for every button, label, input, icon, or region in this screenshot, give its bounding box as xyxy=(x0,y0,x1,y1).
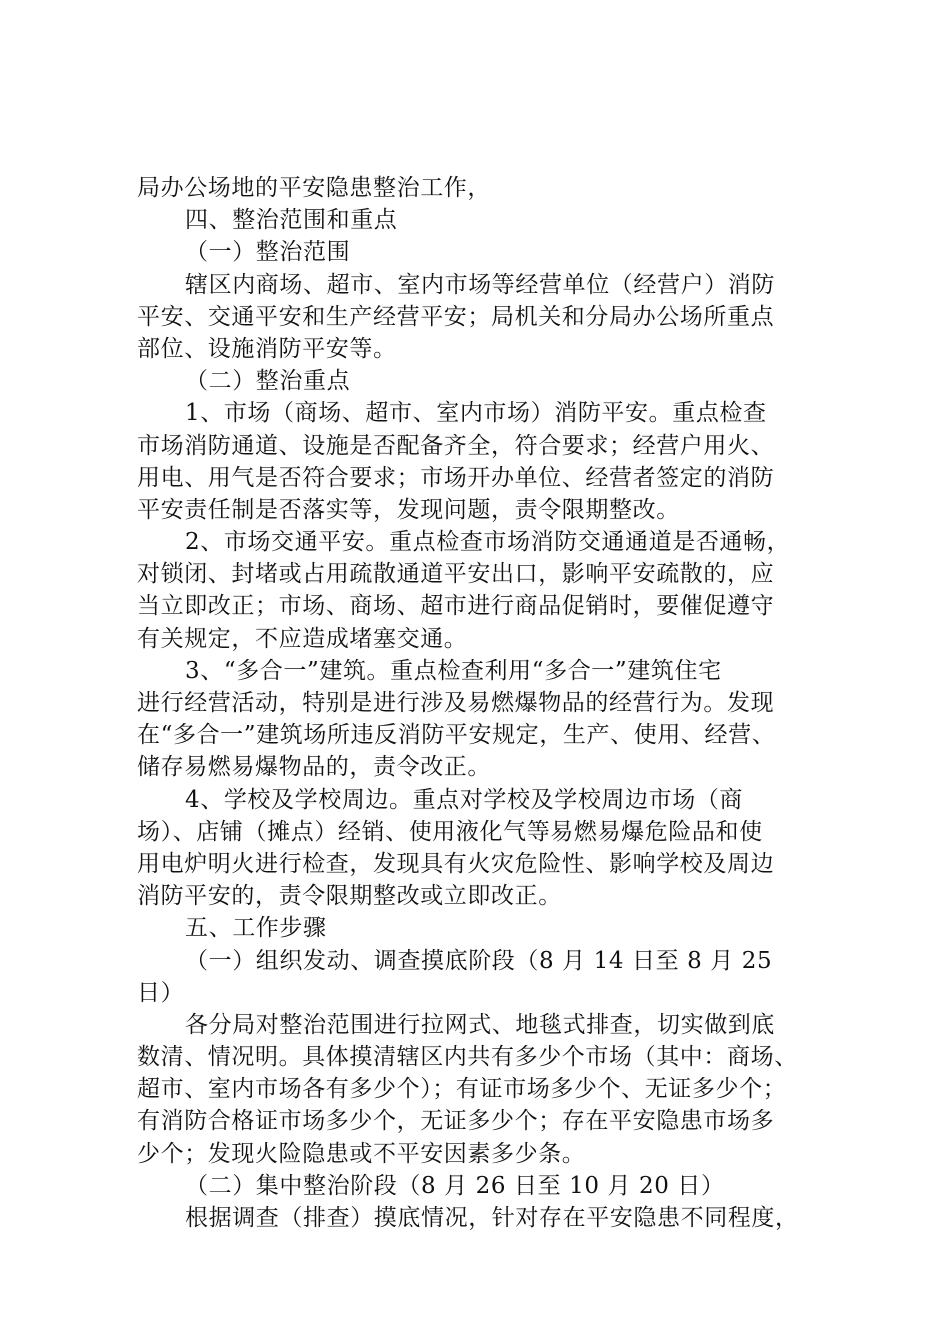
text-line: 辖区内商场、超市、室内市场等经营单位（经营户）消防 xyxy=(185,271,775,298)
text-line: 市场消防通道、设施是否配备齐全，符合要求；经营户用火、 xyxy=(137,432,775,459)
text-line: 用电、用气是否符合要求；市场开办单位、经营者签定的消防 xyxy=(137,464,775,491)
text-line: 1、市场（商场、超市、室内市场）消防平安。重点检查 xyxy=(185,400,767,427)
text-line: 消防平安的，责令限期整改或立即改正。 xyxy=(137,883,562,910)
text-line: 平安责任制是否落实等，发现问题，责令限期整改。 xyxy=(137,496,680,523)
text-line: 4、学校及学校周边。重点对学校及学校周边市场（商 xyxy=(185,786,744,813)
text-line: 当立即改正；市场、商场、超市进行商品促销时，要催促遵守 xyxy=(137,593,775,620)
text-line: 在“多合一”建筑场所违反消防平安规定，生产、使用、经营、 xyxy=(137,722,776,749)
text-line: 用电炉明火进行检查，发现具有火灾危险性、影响学校及周边 xyxy=(137,850,775,877)
text-line: 局办公场地的平安隐患整治工作， xyxy=(137,175,491,201)
text-line: （二）整治重点 xyxy=(185,368,351,395)
text-line: 3、“多合一”建筑。重点检查利用“多合一”建筑住宅 xyxy=(185,657,722,684)
text-line: 储存易燃易爆物品的，责令改正。 xyxy=(137,754,491,781)
text-line: （二）集中整治阶段（8 月 26 日至 10 月 20 日） xyxy=(185,1172,725,1199)
text-line: （一）整治范围 xyxy=(185,239,351,266)
text-line: 场）、店铺（摊点）经销、使用液化气等易燃易爆危险品和使 xyxy=(137,818,763,845)
text-line: 各分局对整治范围进行拉网式、地毯式排查，切实做到底 xyxy=(185,1011,775,1038)
text-line: 日） xyxy=(137,979,185,1006)
text-line: 根据调查（排查）摸底情况，针对存在平安隐患不同程度， xyxy=(185,1205,799,1231)
text-line: 部位、设施消防平安等。 xyxy=(137,335,397,362)
document-body xyxy=(137,172,842,1234)
text-line: 少个；发现火险隐患或不平安因素多少条。 xyxy=(137,1140,586,1167)
text-line: 四、整治范围和重点 xyxy=(185,207,398,234)
text-line: （一）组织发动、调查摸底阶段（8 月 14 日至 8 月 25 xyxy=(185,947,773,974)
text-line: 五、工作步骤 xyxy=(185,915,327,942)
text-line: 对锁闭、封堵或占用疏散通道平安出口，影响平安疏散的，应 xyxy=(137,561,775,588)
text-line: 2、市场交通平安。重点检查市场消防交通通道是否通畅， xyxy=(185,529,791,556)
text-line: 数清、情况明。具体摸清辖区内共有多少个市场（其中：商场、 xyxy=(137,1044,798,1071)
text-line: 进行经营活动，特别是进行涉及易燃爆物品的经营行为。发现 xyxy=(137,690,775,716)
text-line: 有消防合格证市场多少个，无证多少个；存在平安隐患市场多 xyxy=(137,1108,775,1135)
text-line: 平安、交通平安和生产经营平安；局机关和分局办公场所重点 xyxy=(137,303,775,330)
text-line: 有关规定，不应造成堵塞交通。 xyxy=(137,625,468,652)
text-line: 超市、室内市场各有多少个）；有证市场多少个、无证多少个； xyxy=(137,1076,787,1103)
